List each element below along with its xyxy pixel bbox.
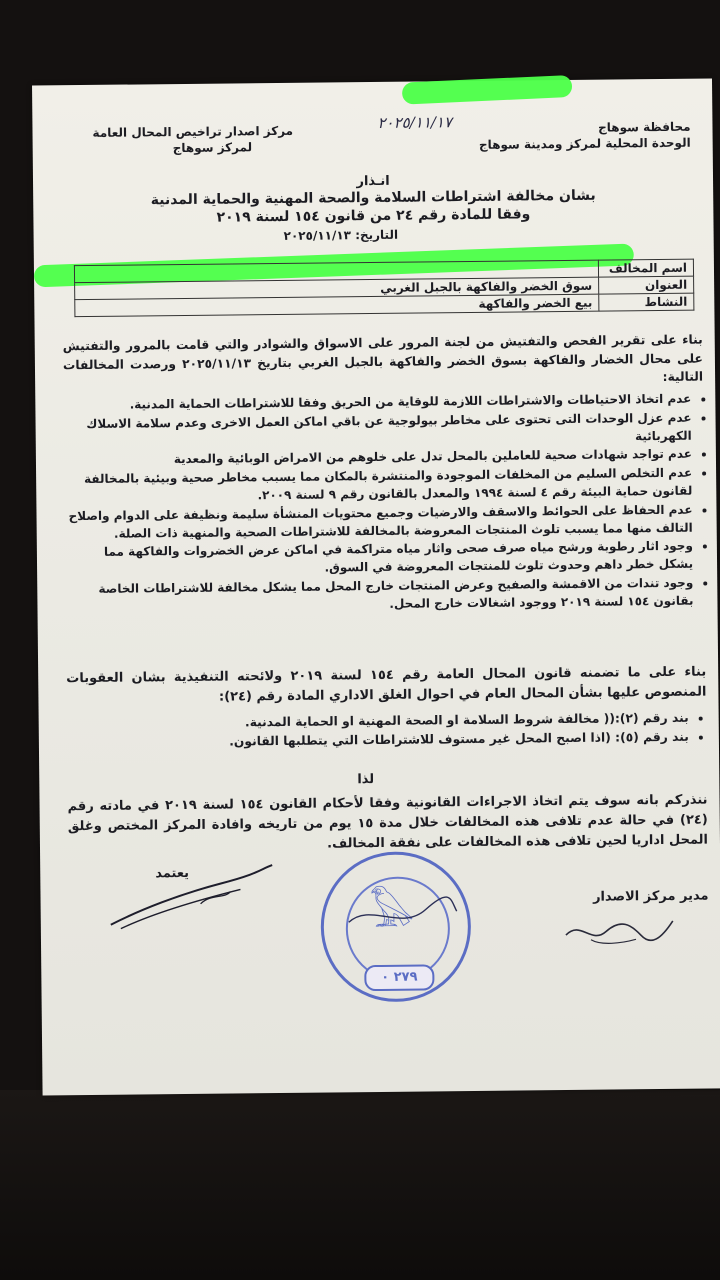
approval-signature <box>100 863 281 935</box>
list-item: • عدم تواجد شهادات صحية للعاملين بالمحل تدل على خلوهم من الامراض الوبائية والمعدية <box>66 446 692 470</box>
header-local-unit: الوحدة المحلية لمركز ومدينة سوهاج <box>478 135 691 152</box>
manager-signature <box>561 909 681 950</box>
list-item: • عدم عزل الوحدات التى تحتوى على مخاطر بيولوجية عن باقي اماكن العمل الاخرى وعدم سلامة الاسلاك الكهربائية <box>65 409 691 451</box>
clauses-list <box>99 709 707 753</box>
table-value: بيع الخضر والفاكهة <box>75 294 599 316</box>
header-licensing-center-sub: لمركز سوهاج <box>172 140 253 156</box>
table-value: سوق الخضر والفاكهة بالجبل الغربي <box>75 277 599 299</box>
date-value: ٢٠٢٥/١١/١٣ <box>283 228 352 243</box>
table-key: النشاط <box>599 293 694 311</box>
legal-basis-paragraph: بناء على ما تضمنه قانون المحال العامة رقم ١٥٤ لسنة ٢٠١٩ ولائحته التنفيذية بشان العقوبات المنصوص عليها بشأن المحال العام في احوال الغلق الاداري المادة رقم (٢٤): <box>66 664 707 705</box>
table-key: العنوان <box>599 276 694 294</box>
document-subject: بشان مخالفة اشتراطات السلامة والصحة المهنية والحماية المدنية <box>150 187 596 209</box>
document-date <box>284 228 399 243</box>
list-item: • وجود اثار رطوبة ورشح مياه صرف صحى واثار مياه متراكمة في اماكن عرض الخضروات والفاكهة مما يشكل خطر داهم وحدوث تلوث للمنتجات المعروضة في السوق. <box>67 538 693 580</box>
violator-info-table <box>74 259 695 317</box>
warning-paragraph: ننذركم بانه سوف يتم اتخاذ الاجراءات القانونية وفقا لأحكام القانون ١٥٤ لسنة ٢٠١٩ في مادته رقم (٢٤) في حالة عدم تلافى هذه المخالفات خلال مدة ١٥ يوم من تاريخه وافادة المركز المختص وغلق المحل اداريا لحين تلافى هذه المخالفات على نفقة المخالف. <box>67 792 709 852</box>
violations-list <box>65 390 711 617</box>
approval-label: يعتمد <box>155 865 190 882</box>
handwritten-date: ٢٠٢٥/١١/١٧ <box>377 113 453 132</box>
warning-document <box>32 78 720 1095</box>
list-item: • وجود تندات من الاقمشة والصفيح وعرض المنتجات خارج المحل مما يشكل مخالفة للاشتراطات الخاصة بقانون ١٥٤ لسنة ٢٠١٩ ووجود اشغالات خارج المحل. <box>67 575 693 617</box>
intro-paragraph: بناء على تقرير الفحص والتفتيش من لجنة المرور على الاسواق والشوادر والتي قامت بالمرور والتفتيش على محال الخضار والفاكهة بسوق الخضر والفاكهة بالجبل الغربي بتاريخ ٢٠٢٥/١١/١٣ ورصدت المخالفات التالية: <box>62 332 704 384</box>
document-legal-reference: وفقا للمادة رقم ٢٤ من قانون ١٥٤ لسنة ٢٠١٩ <box>216 206 531 226</box>
stamp-number: ٢٧٩ ٠ <box>364 964 434 991</box>
date-label: التاريخ: <box>355 227 399 243</box>
table-surface <box>0 1090 720 1280</box>
therefore-heading: لذا <box>357 772 375 788</box>
eagle-emblem-icon: 𓅃 <box>369 889 415 937</box>
list-item: • عدم اتخاذ الاحتياطات والاشتراطات اللازمة للوقاية من الحريق وفقا للاشتراطات الحماية المدنية. <box>65 391 691 415</box>
header-governorate: محافظة سوهاج <box>598 119 691 135</box>
list-item: • عدم الحفاظ على الحوائط والاسقف والارضيات وجميع محتويات المنشأة سليمة ونظيفة على الدوام واصلاح التالف منها مما يسبب تلوث المنتجات المعروضة بالمخالفة للاشتراطات الصحية والمنهية ذات الصلة. <box>66 501 692 543</box>
document-title: انـذار <box>356 173 390 190</box>
list-item: • عدم التخلص السليم من المخلفات الموجودة والمنتشرة بالمكان مما يسبب مخاطر صحية وبيئية بالمخالفة لقانون حماية البيئة رقم ٤ لسنة ١٩٩٤ والمعدل بالقانون رقم ٩ لسنة ٢٠٠٩. <box>66 465 692 507</box>
issuing-manager-title: مدير مركز الاصدار <box>592 888 709 905</box>
header-licensing-center: مركز اصدار تراخيص المحال العامة <box>92 123 294 140</box>
redaction-mark-top <box>402 75 573 105</box>
table-key: اسم المخالف <box>598 259 693 277</box>
list-item: • بند رقم (٢):(( مخالفة شروط السلامة او الصحة المهنية او الحماية المدنية. <box>99 709 689 734</box>
list-item: • بند رقم (٥): (اذا اصبح المحل غير مستوف للاشتراطات التي يتطلبها القانون. <box>99 728 689 753</box>
stamp-signature <box>340 881 461 942</box>
